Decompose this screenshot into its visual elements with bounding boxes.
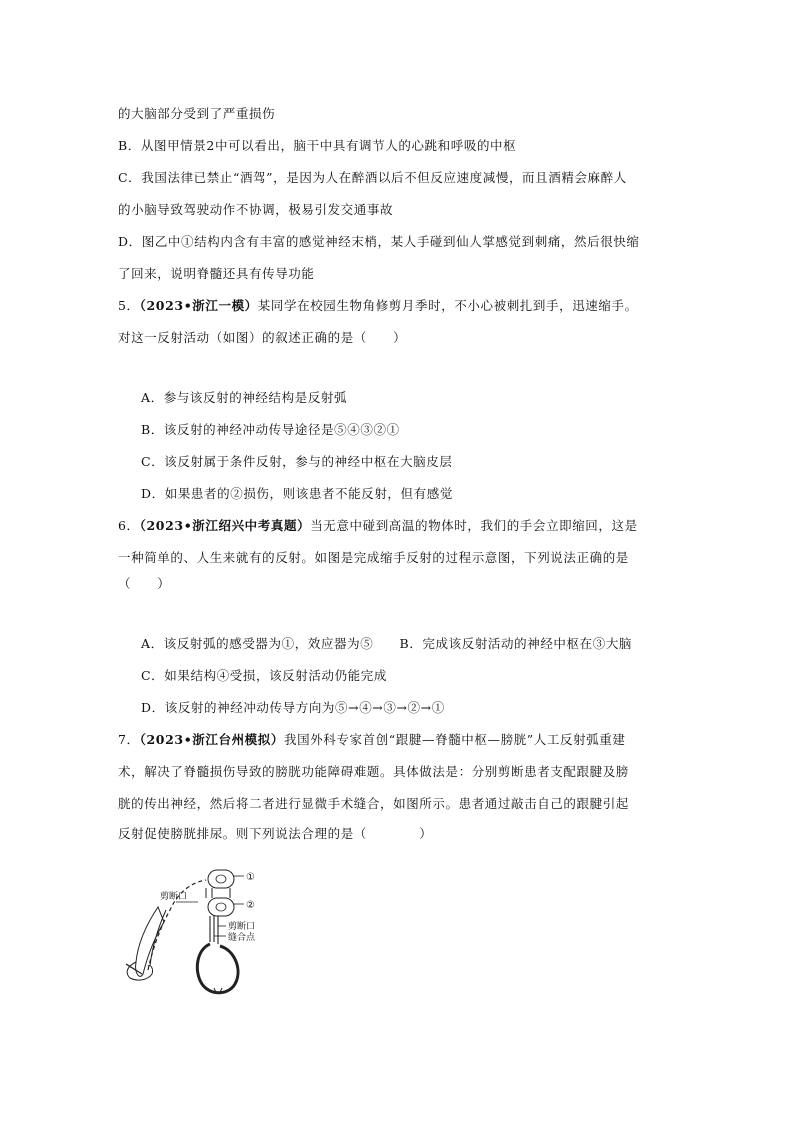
option-d-line-2: 了回来，说明脊髓还具有传导功能 bbox=[118, 266, 315, 281]
question-source: （2023•浙江一模） bbox=[139, 298, 258, 313]
question-6-stem-line-2: 一种简单的、人生来就有的反射。如图是完成缩手反射的过程示意图，下列说法正确的是 bbox=[118, 550, 629, 565]
question-stem: 某同学在校园生物角修剪月季时，不小心被刺扎到手，迅速缩手。 bbox=[257, 298, 638, 313]
figure-label-suture: 缝合点 bbox=[228, 933, 256, 943]
spinal-segment-2 bbox=[208, 898, 234, 916]
question-6-option-ab: A．该反射弧的感受器为①，效应器为⑤ B．完成该反射活动的神经中枢在③大脑 bbox=[141, 636, 633, 651]
figure-label-1: ① bbox=[246, 872, 255, 883]
question-number: 6． bbox=[118, 518, 140, 533]
question-source: （2023•浙江绍兴中考真题） bbox=[139, 518, 311, 533]
question-6-option-d: D．该反射的神经冲动传导方向为⑤→④→③→②→① bbox=[141, 700, 445, 715]
reflex-arc-figure bbox=[118, 862, 278, 1012]
question-7-stem-line-3: 胱的传出神经，然后将二者进行显微手术缝合，如图所示。患者通过敲击自己的跟腱引起 bbox=[118, 796, 629, 811]
option-d-line-1: D．图乙中①结构内含有丰富的感觉神经末梢，某人手碰到仙人掌感觉到刺痛，然后很快缩 bbox=[118, 234, 640, 249]
question-stem: 我国外科专家首创“跟腱—脊髓中枢—膀胱”人工反射弧重建 bbox=[284, 732, 626, 747]
option-c-line-1: C．我国法律已禁止“酒驾”，是因为人在醉酒以后不但反应速度减慢，而且酒精会麻醉人 bbox=[118, 170, 627, 185]
option-c-line-2: 的小脑导致驾驶动作不协调，极易引发交通事故 bbox=[118, 202, 394, 217]
question-7-stem-line-1 bbox=[118, 730, 625, 748]
figure-label-cut-right: 剪断口 bbox=[228, 922, 256, 932]
question-5-option-c: C．该反射属于条件反射，参与的神经中枢在大脑皮层 bbox=[141, 454, 453, 469]
question-number: 5． bbox=[118, 298, 140, 313]
option-b-line: B．从图甲情景2中可以看出，脑干中具有调节人的心跳和呼吸的中枢 bbox=[118, 138, 517, 153]
question-6-stem-line-1 bbox=[118, 516, 638, 534]
foot-outline bbox=[127, 962, 152, 980]
question-6-option-c: C．如果结构④受损，该反射活动仍能完成 bbox=[141, 668, 387, 683]
question-7-stem-line-2: 术，解决了脊髓损伤导致的膀胱功能障碍难题。具体做法是：分别剪断患者支配跟腱及膀 bbox=[118, 764, 629, 779]
question-6-stem-line-3: （ ） bbox=[118, 576, 171, 591]
bladder bbox=[197, 944, 238, 993]
question-5-stem-line-2: 对这一反射活动（如图）的叙述正确的是（ ） bbox=[118, 330, 407, 345]
spinal-segment-1 bbox=[208, 870, 234, 888]
question-5-option-d: D．如果患者的②损伤，则该患者不能反射，但有感觉 bbox=[141, 486, 453, 501]
reflex-arc-diagram bbox=[118, 862, 278, 1012]
question-7-stem-line-4: 反射促使膀胱排尿。则下列说法合理的是（ ） bbox=[118, 826, 433, 841]
figure-label-2: ② bbox=[246, 900, 255, 911]
question-5-option-b: B．该反射的神经冲动传导途径是⑤④③②① bbox=[141, 422, 400, 437]
question-5-stem-line-1 bbox=[118, 296, 638, 314]
question-source: （2023•浙江台州模拟） bbox=[139, 732, 284, 747]
question-stem: 当无意中碰到高温的物体时，我们的手会立即缩回，这是 bbox=[310, 518, 638, 533]
question-5-option-a: A．参与该反射的神经结构是反射弧 bbox=[141, 390, 348, 405]
leg-outline-front bbox=[150, 910, 166, 966]
question-number: 7． bbox=[118, 732, 140, 747]
figure-label-cut-left: 剪断口 bbox=[160, 892, 188, 902]
nerve-bundle bbox=[210, 916, 218, 944]
text-line: 的大脑部分受到了严重损伤 bbox=[118, 106, 276, 121]
